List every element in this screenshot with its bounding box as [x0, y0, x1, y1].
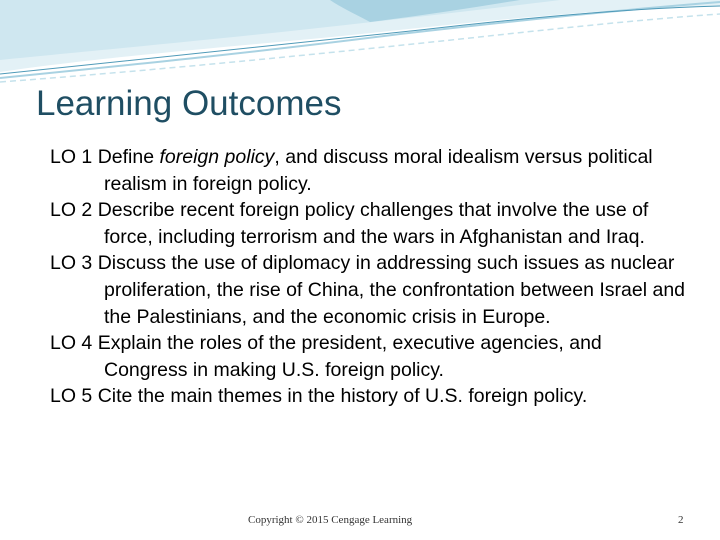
outcome-text: Describe recent foreign policy challenges that involve the use of force, including terrorism and the wars in Afghanistan and Iraq. [97, 199, 649, 248]
header-wave-decoration [0, 0, 720, 90]
learning-outcomes-list [50, 144, 690, 410]
outcome-emphasis: foreign policy [159, 146, 275, 168]
outcome-item [50, 330, 690, 383]
outcome-label: LO 1 [50, 146, 93, 168]
outcome-item [50, 144, 690, 197]
outcome-text: Explain the roles of the president, executive agencies, and Congress in making U.S. foreign policy. [97, 332, 602, 381]
footer-copyright: Copyright © 2015 Cengage Learning [248, 514, 413, 526]
slide-title: Learning Outcomes [36, 84, 342, 123]
outcome-item [50, 250, 690, 330]
page-number: 2 [678, 514, 684, 526]
outcome-text: Cite the main themes in the history of U.S. foreign policy. [97, 385, 588, 408]
outcome-label: LO 3 [50, 252, 93, 275]
outcome-label: LO 4 [50, 332, 93, 355]
outcome-text: Discuss the use of diplomacy in addressing such issues as nuclear proliferation, the rise of China, the confrontation between Israel and the Palestinians, and the economic crisis in Europe. [97, 252, 686, 328]
outcome-item [50, 197, 690, 250]
outcome-label: LO 2 [50, 199, 93, 222]
outcome-item [50, 383, 690, 410]
outcome-label: LO 5 [50, 385, 93, 408]
outcome-text: Define [97, 146, 160, 168]
outcome-text: , and discuss moral idealism versus political realism in foreign policy. [104, 146, 653, 195]
